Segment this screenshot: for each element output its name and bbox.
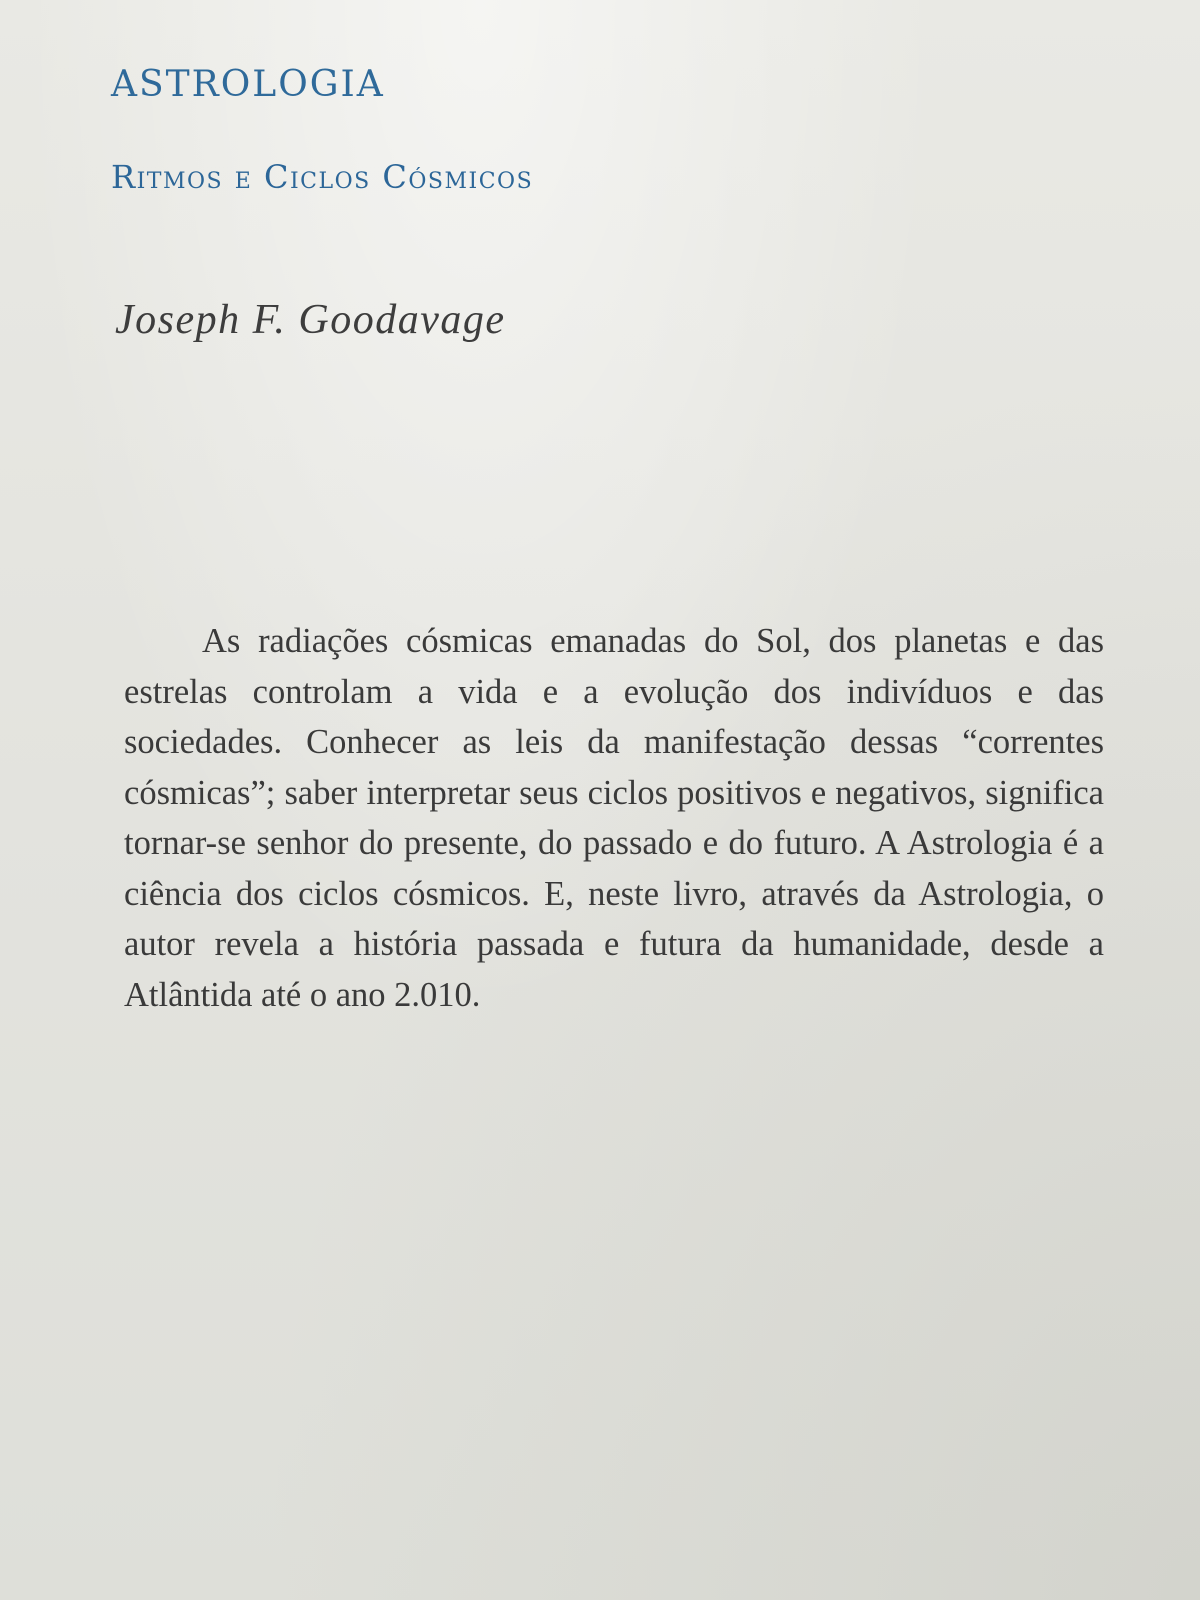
book-author: Joseph F. Goodavage [115,297,506,343]
book-description-paragraph: As radiações cósmicas emanadas do Sol, dos planetas e das estrelas controlam a vida e a evolução dos indivíduos e das sociedades. Conhecer as leis da manifestação dessas “correntes cósmicas”; saber interpretar seus ciclos positivos e negativos, significa tornar-se senhor do presente, do passado e do futuro. A Astrologia é a ciência dos ciclos cósmicos. E, neste livro, através da Astrologia, o autor revela a história passada e futura da humanidade, desde a Atlântida até o ano 2.010. [124,622,1104,1014]
book-title: ASTROLOGIA [111,64,385,105]
book-subtitle: Ritmos e Ciclos Cósmicos [111,158,534,196]
